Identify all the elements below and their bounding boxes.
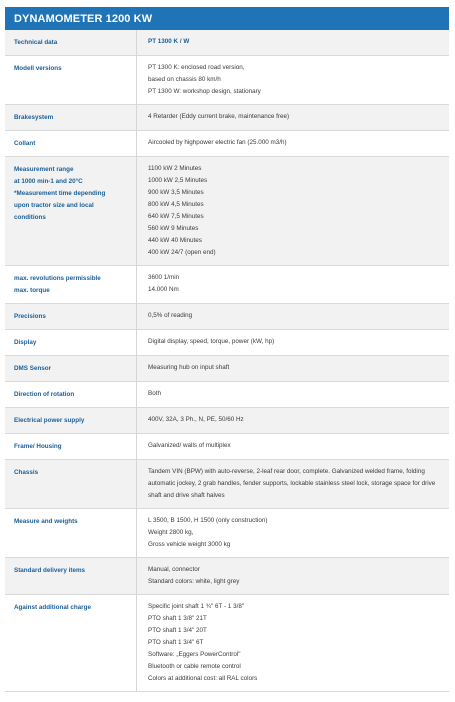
spec-label: Standard delivery items <box>14 567 86 574</box>
spec-label-cell <box>5 558 137 595</box>
spec-value: 400 kW 24/7 (open end) <box>148 249 216 256</box>
spec-label: Brakesystem <box>14 114 54 121</box>
spec-label-cell <box>5 595 137 692</box>
spec-value: Software: „Eggers PowerControl" <box>148 651 241 658</box>
spec-value-cell <box>137 509 450 558</box>
spec-value: 14.000 Nm <box>148 286 179 293</box>
spec-value: Bluetooth or cable remote control <box>148 663 241 670</box>
spec-value: Specific joint shaft 1 ¾" 6T - 1 3/8" <box>148 603 245 610</box>
spec-row <box>5 356 449 382</box>
spec-value: 640 kW 7,5 Minutes <box>148 213 204 220</box>
spec-label-cell <box>5 56 137 105</box>
spec-row <box>5 509 449 558</box>
spec-label: Electrical power supply <box>14 417 85 424</box>
spec-value: Digital display, speed, torque, power (kW, hp) <box>148 338 275 345</box>
spec-value-cell <box>137 558 450 595</box>
spec-row <box>5 30 449 56</box>
spec-label-cell <box>5 157 137 266</box>
spec-row <box>5 330 449 356</box>
spec-value: PT 1300 K / W <box>148 38 190 45</box>
spec-row <box>5 304 449 330</box>
spec-value: Manual, connector <box>148 566 200 573</box>
spec-row <box>5 434 449 460</box>
spec-label: Collant <box>14 140 36 147</box>
spec-value-cell <box>137 356 450 382</box>
spec-label: DMS Sensor <box>14 365 52 372</box>
spec-value: PTO shaft 1 3/4" 20T <box>148 627 207 634</box>
spec-label-cell <box>5 304 137 330</box>
spec-row <box>5 266 449 304</box>
spec-label: Modell versions <box>14 65 62 72</box>
spec-value-cell <box>137 131 450 157</box>
spec-value-cell <box>137 382 450 408</box>
spec-label: Against additional charge <box>14 604 91 611</box>
spec-label: Frame/ Housing <box>14 443 62 450</box>
spec-label: Display <box>14 339 37 346</box>
spec-label: Measurement range <box>14 166 74 173</box>
spec-value: Measuring hub on input shaft <box>148 364 230 371</box>
spec-row <box>5 157 449 266</box>
spec-row <box>5 56 449 105</box>
spec-label-cell <box>5 266 137 304</box>
spec-value: PTO shaft 1 3/8" 21T <box>148 615 207 622</box>
spec-label: *Measurement time depending <box>14 190 106 197</box>
spec-label: conditions <box>14 214 46 221</box>
spec-label: Measure and weights <box>14 518 78 525</box>
spec-value: PTO shaft 1 3/4" 6T <box>148 639 204 646</box>
spec-value: Tandem VIN (BPW) with auto-reverse, 2-leaf rear door, complete. Galvanized welded frame, folding automatic jockey, 2 grab handles, fender supports, lockable stainless steel lock, storage space for drive <box>148 468 436 487</box>
spec-value: 1000 kW 2,5 Minutes <box>148 177 208 184</box>
spec-label: Technical data <box>14 39 58 46</box>
spec-value: shaft and drive shaft halves <box>148 492 225 499</box>
spec-value: 400V, 32A, 3 Ph., N, PE, 50/60 Hz <box>148 416 244 423</box>
spec-label-cell <box>5 408 137 434</box>
spec-row <box>5 408 449 434</box>
spec-label-cell <box>5 460 137 509</box>
spec-value: 1100 kW 2 Minutes <box>148 165 202 172</box>
spec-label-cell <box>5 131 137 157</box>
spec-label-cell <box>5 509 137 558</box>
spec-table-body <box>5 30 449 692</box>
spec-value: Both <box>148 390 161 397</box>
spec-value-cell <box>137 434 450 460</box>
spec-value: Gross vehicle weight 3000 kg <box>148 541 231 548</box>
spec-value: Colors at additional cost: all RAL colors <box>148 675 258 682</box>
spec-label: max. torque <box>14 287 50 294</box>
spec-label-cell <box>5 330 137 356</box>
spec-value: PT 1300 W: workshop design, stationary <box>148 88 261 95</box>
spec-value-cell <box>137 304 450 330</box>
spec-value-cell <box>137 460 450 509</box>
spec-label: at 1000 min-1 and 20°C <box>14 178 83 185</box>
spec-value: Galvanized/ walls of multiplex <box>148 442 231 449</box>
spec-value-cell <box>137 56 450 105</box>
spec-sheet <box>5 7 449 692</box>
spec-value: L 3500, B 1500, H 1500 (only construction) <box>148 517 268 524</box>
spec-value: Weight 2800 kg, <box>148 529 194 536</box>
spec-row <box>5 558 449 595</box>
spec-value-cell <box>137 157 450 266</box>
spec-value: Standard colors: white, light grey <box>148 578 240 585</box>
spec-label-cell <box>5 105 137 131</box>
spec-row <box>5 460 449 509</box>
spec-value-cell <box>137 330 450 356</box>
spec-value: PT 1300 K: enclosed road version, <box>148 64 245 71</box>
spec-value-cell <box>137 595 450 692</box>
spec-label-cell <box>5 382 137 408</box>
spec-label: Chassis <box>14 469 39 476</box>
spec-label: Precisions <box>14 313 46 320</box>
spec-value-cell <box>137 408 450 434</box>
spec-label: upon tractor size and local <box>14 202 94 209</box>
spec-value: 560 kW 9 Minutes <box>148 225 199 232</box>
spec-value: 4 Retarder (Eddy current brake, maintenance free) <box>148 113 290 120</box>
sheet-title: DYNAMOMETER 1200 KW <box>5 7 449 30</box>
spec-table <box>5 30 449 692</box>
spec-value: 440 kW 40 Minutes <box>148 237 202 244</box>
spec-value-cell <box>137 30 450 56</box>
spec-label-cell <box>5 434 137 460</box>
spec-row <box>5 131 449 157</box>
spec-value: 900 kW 3,5 Minutes <box>148 189 204 196</box>
spec-row <box>5 382 449 408</box>
spec-row <box>5 595 449 692</box>
spec-label-cell <box>5 30 137 56</box>
spec-value: 0,5% of reading <box>148 312 193 319</box>
spec-label: max. revolutions permissible <box>14 275 101 282</box>
spec-value: 800 kW 4,5 Minutes <box>148 201 204 208</box>
spec-value: 3600 1/min <box>148 274 180 281</box>
spec-row <box>5 105 449 131</box>
spec-value-cell <box>137 266 450 304</box>
spec-label-cell <box>5 356 137 382</box>
spec-value: based on chassis 80 km/h <box>148 76 221 83</box>
spec-label: Direction of rotation <box>14 391 75 398</box>
spec-value: Aircooled by highpower electric fan (25.000 m3/h) <box>148 139 287 146</box>
spec-value-cell <box>137 105 450 131</box>
